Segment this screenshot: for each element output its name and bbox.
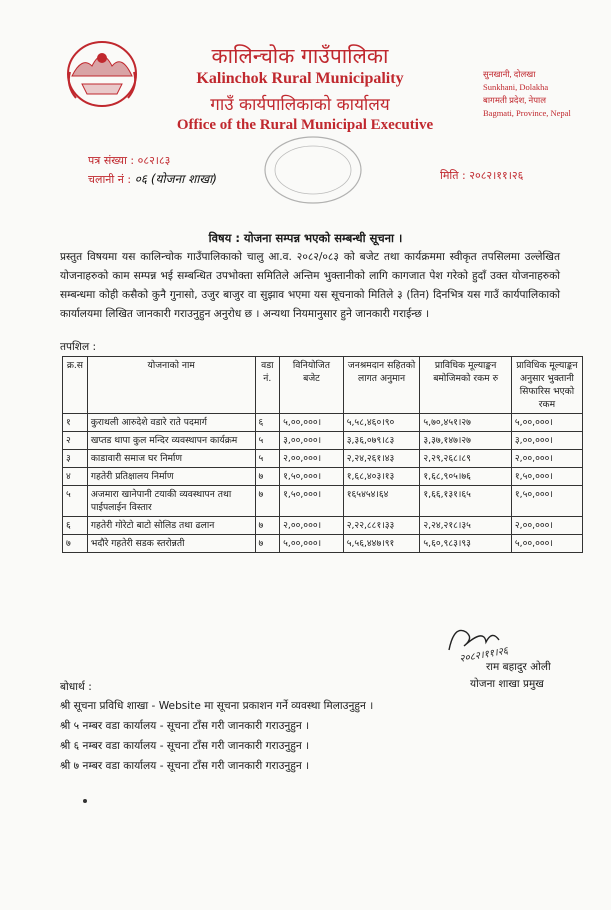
cell-labour: २,२४,२६१।४३ [343, 450, 420, 468]
signer-name: राम बहादुर ओली [486, 661, 551, 673]
projects-table [62, 356, 583, 553]
cell-labour: १६५४५४।६४ [343, 486, 420, 517]
cell-tech: ५,७०,४५१।२७ [420, 414, 512, 432]
cell-tech: १,६६,१३१।६५ [420, 486, 512, 517]
cell-ward: ७ [255, 486, 280, 517]
cell-labour: ३,३६,०७९।८३ [343, 432, 420, 450]
cell-name: अजमारा खानेपानी टयाकी व्यवस्थापन तथा पाईपलाईन विस्तार [87, 486, 255, 517]
col-header-budget: विनियोजित बजेट [280, 357, 344, 414]
cell-name: खप्तड थापा कुल मन्दिर व्यवस्थापन कार्यक्रम [87, 432, 255, 450]
address-block [483, 68, 603, 120]
cell-labour: १,६८,४०३।१३ [343, 468, 420, 486]
cell-tech: ५,६०,९८३।९३ [420, 535, 512, 553]
col-header-labour: जनश्रमदान सहितको लागत अनुमान [343, 357, 420, 414]
cell-name: भदौरे गहतेरी सडक स्तरोन्नती [87, 535, 255, 553]
col-header-recommended: प्राविधिक मूल्याङ्कन अनुसार भुक्तानी सिफारिस भएको रकम [511, 357, 582, 414]
signature-date: २०८२।११।२६ [458, 645, 509, 665]
cell-name: गहतेरी गोरेटो बाटो सोलिड तथा ढलान [87, 517, 255, 535]
cell-budget: ५,००,०००। [280, 535, 344, 553]
address-line: Bagmati, Province, Nepal [483, 108, 571, 118]
cell-recommended: २,००,०००। [511, 450, 582, 468]
col-header-name: योजनाको नाम [87, 357, 255, 414]
cell-tech: १,६८,९०५।७६ [420, 468, 512, 486]
table-row [63, 450, 583, 468]
chalani-number [88, 170, 217, 187]
cell-budget: २,००,०००। [280, 517, 344, 535]
ink-dot [83, 799, 87, 803]
table-row [63, 432, 583, 450]
cell-labour: ५,५६,४४७।९१ [343, 535, 420, 553]
cell-name: काडावारी समाज घर निर्माण [87, 450, 255, 468]
cell-recommended: ५,००,०००। [511, 414, 582, 432]
cell-tech: ३,३७,१४७।२७ [420, 432, 512, 450]
cell-ward: ५ [255, 432, 280, 450]
cell-recommended: १,५०,०००। [511, 486, 582, 517]
table-row [63, 414, 583, 432]
cell-labour: २,२२,८८१।३३ [343, 517, 420, 535]
cell-ward: ६ [255, 414, 280, 432]
col-header-tech: प्राविधिक मूल्याङ्कन बमोजिमको रकम रु [420, 357, 512, 414]
patra-value: ०८२।८३ [137, 154, 171, 167]
chalani-value: ०६ (योजना शाखा) [134, 172, 217, 186]
cc-item: श्री सूचना प्रविधि शाखा - Website मा सूचना प्रकाशन गर्ने व्यवस्था मिलाउनुहुन । [60, 700, 374, 712]
office-name-en: Office of the Rural Municipal Executive [176, 117, 434, 133]
patra-sankhya [88, 153, 170, 168]
cell-ward: ७ [255, 535, 280, 553]
subject-line: विषय : योजना सम्पन्न भएको सम्बन्धी सूचना । [208, 231, 403, 245]
cell-ward: ५ [255, 450, 280, 468]
cell-recommended: ५,००,०००। [511, 535, 582, 553]
cell-name: गहतेरी प्रतिक्षालय निर्माण [87, 468, 255, 486]
table-row [63, 535, 583, 553]
cell-budget: १,५०,०००। [280, 468, 344, 486]
cell-budget: १,५०,०००। [280, 486, 344, 517]
patra-label: पत्र संख्या : [88, 154, 135, 167]
table-row [63, 517, 583, 535]
cell-budget: ५,००,०००। [280, 414, 344, 432]
cell-recommended: ३,००,०००। [511, 432, 582, 450]
cell-num: २ [63, 432, 88, 450]
tapsil-label: तपशिल : [60, 341, 97, 353]
chalani-label: चलानी नं : [88, 173, 132, 186]
table-header-row [63, 357, 583, 414]
body-paragraph: प्रस्तुत विषयमा यस कालिन्चोक गाउँपालिकाको चालु आ.व. २०८२/०८३ को बजेट तथा कार्यक्रममा स्वीकृत तपसिलमा उल्लेखित योजनाहरुको काम सम्पन्न भई सम्बन्धित उपभोक्ता समितिले अन्तिम भुक्तानीको लागि कागजात पेश गरेको हुदाँ उक्त योजनाहरुको सम्बन्धमा कोही कसैको कुनै गुनासो, उजुर बाजुर वा सुझाव भएमा यस सूचनाको मितिले ३ (तिन) दिनभित्र यस गाउँ कार्यपालिकाको कार्यालयमा लिखित जानकारी गराउनुहुन अनुरोध छ । अन्यथा नियमानुसार हुने जानकारी गराईन्छ । [60, 251, 560, 320]
cell-name: कुराथली आरुदेशे वडारे राते पदमार्ग [87, 414, 255, 432]
cell-ward: ७ [255, 517, 280, 535]
office-name-np: गाउँ कार्यपालिकाको कार्यालय [210, 95, 390, 115]
signature-mark-icon [444, 620, 554, 665]
address-line: सुनखानी, दोलखा [483, 69, 536, 79]
municipality-name-en: Kalinchok Rural Municipality [196, 70, 404, 87]
col-header-ward: वडा नं. [255, 357, 280, 414]
cell-recommended: १,५०,०००। [511, 468, 582, 486]
cc-item: श्री ७ नम्बर वडा कार्यालय - सूचना टाँस गरी जानकारी गराउनुहुन । [60, 760, 310, 772]
nepal-emblem-icon [62, 36, 142, 110]
office-stamp-icon [258, 132, 368, 207]
cell-budget: ३,००,०००। [280, 432, 344, 450]
address-line: Sunkhani, Dolakha [483, 82, 549, 92]
letter-date [440, 168, 523, 183]
cc-item: श्री ५ नम्बर वडा कार्यालय - सूचना टाँस गरी जानकारी गराउनुहुन । [60, 720, 310, 732]
date-label: मिति : [440, 169, 466, 182]
address-line: बागमती प्रदेश, नेपाल [483, 95, 546, 105]
cell-num: ४ [63, 468, 88, 486]
cell-labour: ५,५८,४६०।९० [343, 414, 420, 432]
cell-num: ३ [63, 450, 88, 468]
bodharth-label: बोधार्थ : [60, 681, 92, 693]
signer-role: योजना शाखा प्रमुख [470, 678, 544, 690]
col-header-num: क्र.स [63, 357, 88, 414]
cell-recommended: २,००,०००। [511, 517, 582, 535]
cc-item: श्री ६ नम्बर वडा कार्यालय - सूचना टाँस गरी जानकारी गराउनुहुन । [60, 740, 310, 752]
cell-num: ६ [63, 517, 88, 535]
cell-tech: २,२४,२१८।३५ [420, 517, 512, 535]
table-row [63, 486, 583, 517]
cell-ward: ७ [255, 468, 280, 486]
cell-num: ५ [63, 486, 88, 517]
table-row [63, 468, 583, 486]
date-value: २०८२।११।२६ [469, 169, 524, 182]
municipality-name-np: कालिन्चोक गाउँपालिका [211, 44, 389, 68]
cell-tech: २,२९,२६८।८९ [420, 450, 512, 468]
cell-budget: २,००,०००। [280, 450, 344, 468]
cell-num: १ [63, 414, 88, 432]
cell-num: ७ [63, 535, 88, 553]
